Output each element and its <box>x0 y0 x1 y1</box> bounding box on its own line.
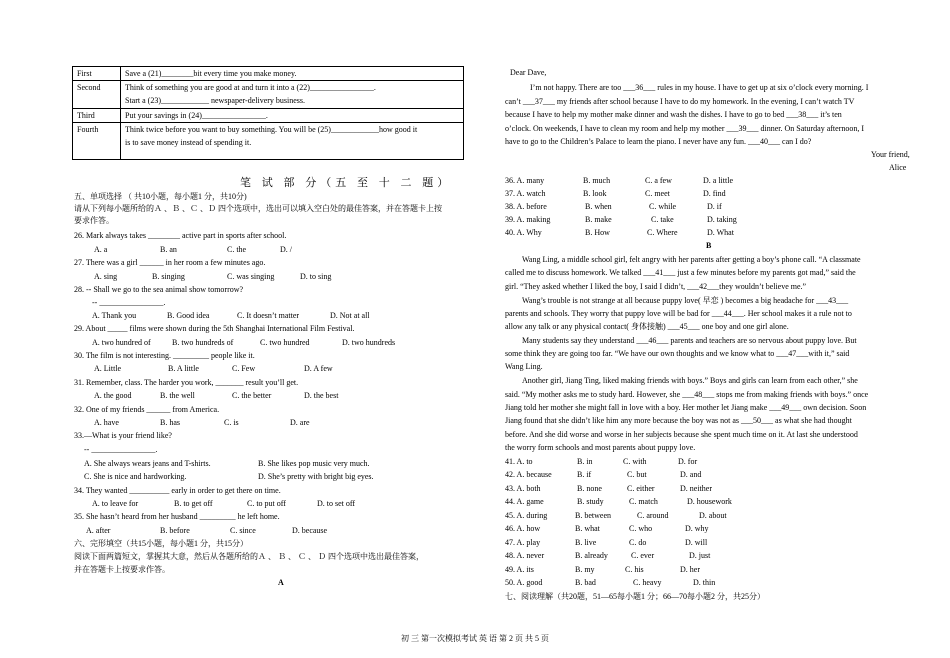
section-title: 笔 试 部 分（五 至 十 二 题） <box>240 177 453 189</box>
letter-line: have to go to the Children’s Palace to learn the piano. I never have any fun. ___40___ can I do? <box>505 137 812 146</box>
option: B. has <box>160 418 180 427</box>
table-line: Think twice before you want to buy something. You will be (25)____________how good it <box>125 124 418 134</box>
table-row <box>73 108 464 122</box>
option: C. match <box>629 497 658 506</box>
option: B. what <box>575 524 600 533</box>
option: C. who <box>629 524 653 533</box>
option: B. much <box>583 176 611 185</box>
option: B. already <box>575 551 608 560</box>
option: C. a few <box>645 176 672 185</box>
passage-line: called me to discuss homework. We talked ___41___ just a few minutes before my parents got mad,” said the <box>505 268 856 277</box>
option: D. about <box>699 511 727 520</box>
option: C. ever <box>631 551 655 560</box>
option: 38. A. before <box>505 202 547 211</box>
option: B. two hundreds of <box>172 338 234 347</box>
option: B. in <box>577 457 593 466</box>
question-35: 35. She hasn’t heard from her husband _________ he left home. <box>74 512 280 521</box>
letter-greeting: Dear Dave, <box>510 68 547 77</box>
option: C. but <box>627 470 647 479</box>
letter-line: I’m not happy. There are too ___36___ rules in my house. I have to get up at six o’clock every morning. I <box>530 83 869 92</box>
option: C. She is nice and hardworking. <box>84 472 187 481</box>
table-cell-value <box>121 81 464 108</box>
passage-line: Many students say they understand ___46___ parents and teachers are so nervous about puppy love. But <box>522 336 857 345</box>
option: A. sing <box>94 272 118 281</box>
option: A. after <box>86 526 111 535</box>
option: A. have <box>94 418 119 427</box>
option: D. and <box>680 470 702 479</box>
option: C. heavy <box>633 578 662 587</box>
option: D. a little <box>703 176 733 185</box>
option: B. bad <box>575 578 596 587</box>
option: B. How <box>585 228 610 237</box>
option: 41. A. to <box>505 457 533 466</box>
option: 43. A. both <box>505 484 541 493</box>
table-line: Think of something you are good at and turn it into a (22)________________. <box>125 83 376 93</box>
section-6-instruction: 阅读下面两篇短文，掌握其大意，然后从各题所给的Ａ 、 Ｂ 、 Ｃ 、 Ｄ 四个选项中选出最佳答案， <box>74 552 424 561</box>
option: D. the best <box>304 391 339 400</box>
option: D. to sing <box>300 272 332 281</box>
question-33: 33.—What is your friend like? <box>74 431 172 440</box>
table-cell-key: Fourth <box>73 122 121 159</box>
option: B. between <box>575 511 611 520</box>
option: D. to set off <box>317 499 356 508</box>
section-5-instruction: 请从下列每小题所给的Ａ 、Ｂ 、Ｃ 、Ｄ 四个选项中，选出可以填入空白处的最佳答案，并在答题卡上按 <box>74 204 442 213</box>
passage-line: girl. “They asked whether I liked the boy, I said I didn’t, ___42___they wouldn’t believe me.” <box>505 282 807 291</box>
option: C. two hundred <box>260 338 310 347</box>
option: B. before <box>160 526 190 535</box>
option: D. just <box>689 551 711 560</box>
table-line: is to save money instead of spending it. <box>125 137 252 147</box>
option: B. Good idea <box>167 311 210 320</box>
option: B. an <box>160 245 177 254</box>
option: D. neither <box>680 484 712 493</box>
table-line: Put your savings in (24)________________. <box>125 110 268 120</box>
letter-line: because I have to help my mother make dinner and wash the dishes. I have to go to bed ___38___ it’s ten <box>505 110 842 119</box>
option: 37. A. watch <box>505 189 546 198</box>
option: B. the well <box>160 391 195 400</box>
table-line: Save a (21)________bit every time you make money. <box>125 69 297 78</box>
question-31: 31. Remember, class. The harder you work, _______ result you’ll get. <box>74 378 299 387</box>
passage-line: Wang Ling, a middle school girl, felt angry with her parents after getting a boy’s phone call. “A classmate <box>522 255 861 264</box>
option: B. A little <box>168 364 199 373</box>
option: D. taking <box>707 215 737 224</box>
section-7-heading: 七、阅读理解（共20题，51—65每小题1 分；66—70每小题2 分，共25分） <box>505 592 765 601</box>
question-28: 28. -- Shall we go to the sea animal show tomorrow? <box>74 285 244 294</box>
option: C. while <box>649 202 677 211</box>
letter-line: o’clock. On weekends, I have to clean my room and help my mother ___39___ dinner. On Saturday afternoon, I <box>505 124 865 133</box>
option: B. if <box>577 470 592 479</box>
page-footer: 初 三 第一次模拟考试 英 语 第 2 页 共 5 页 <box>401 634 549 643</box>
option: D. for <box>678 457 698 466</box>
table-cell-key: Second <box>73 81 121 108</box>
option: A. two hundred of <box>92 338 151 347</box>
option: A. Little <box>94 364 122 373</box>
section-6-instruction: 并在答题卡上按要求作答。 <box>74 565 170 574</box>
option: B. to get off <box>174 499 213 508</box>
option: C. is <box>224 418 239 427</box>
option: C. his <box>625 565 644 574</box>
question-26: 26. Mark always takes ________ active part in sports after school. <box>74 231 287 240</box>
option: D. / <box>280 245 292 254</box>
option: B. She likes pop music very much. <box>258 459 370 468</box>
table-cell-key: First <box>73 67 121 81</box>
passage-b-label: B <box>706 241 712 250</box>
question-30: 30. The film is not interesting. _________ people like it. <box>74 351 255 360</box>
passage-line: some think they are going too far. “We have our own thoughts and we know what to ___47___with it,” said <box>505 349 850 358</box>
option: C. the better <box>232 391 272 400</box>
option: 40. A. Why <box>505 228 542 237</box>
option: 49. A. its <box>505 565 534 574</box>
table-cell-value <box>121 67 464 81</box>
option: B. when <box>585 202 612 211</box>
letter-closing: Your friend, <box>871 150 910 159</box>
option: C. the <box>227 245 247 254</box>
option: C. It doesn’t matter <box>237 311 300 320</box>
table-cell-value <box>121 122 464 159</box>
letter-line: can’t ___37___ my friends after school because I have to do my homework. In the evening, I can’t watch TV <box>505 97 855 106</box>
passage-line: Another girl, Jiang Ting, liked making friends with boys.” Boys and girls can learn from each other,” she <box>522 376 858 385</box>
passage-line: before. And she did worse and worse in her subjects because she spent much time on it. At last she understood <box>505 430 858 439</box>
option: D. She’s pretty with bright big eyes. <box>258 472 374 481</box>
option: A. She always wears jeans and T-shirts. <box>84 459 211 468</box>
option: B. study <box>577 497 604 506</box>
table-row <box>73 67 464 81</box>
option: D. thin <box>693 578 716 587</box>
table-line: Start a (23)____________ newspaper-delivery business. <box>125 96 306 106</box>
savings-table <box>72 66 464 160</box>
option: D. her <box>680 565 700 574</box>
option: C. take <box>651 215 674 224</box>
option: B. look <box>583 189 607 198</box>
passage-line: parents and schools. They worry that puppy love will be bad for ___44___. Her school makes it a rule not to <box>505 309 852 318</box>
option: 48. A. never <box>505 551 545 560</box>
passage-line: Wang Ling. <box>505 362 543 371</box>
option: C. do <box>629 538 647 547</box>
option: D. A few <box>304 364 333 373</box>
option: B. singing <box>152 272 185 281</box>
option: 39. A. making <box>505 215 551 224</box>
option: B. live <box>575 538 597 547</box>
option: C. was singing <box>227 272 275 281</box>
option: D. because <box>292 526 328 535</box>
passage-line: allow any talk or any physical contact( 身体接触) ___45___ one boy and one girl alone. <box>505 322 789 331</box>
option: 36. A. many <box>505 176 545 185</box>
option: 44. A. game <box>505 497 544 506</box>
passage-a-label: A <box>278 578 284 587</box>
option: B. my <box>575 565 595 574</box>
option: B. make <box>585 215 612 224</box>
option: 42. A. because <box>505 470 552 479</box>
passage-line: Jiang found that she didn’t like him any more because the boy was not as ___50___ as what she had thought <box>505 416 852 425</box>
passage-line: the worry form schools and most parents about puppy love. <box>505 443 696 452</box>
letter-signature: Alice <box>889 163 907 172</box>
question-29: 29. About _____ films were shown during the 5th Shanghai International Film Festival. <box>74 324 355 333</box>
option: 45. A. during <box>505 511 548 520</box>
table-cell-key: Third <box>73 108 121 122</box>
option: C. to put off <box>247 499 286 508</box>
option: C. Few <box>232 364 256 373</box>
option: C. Where <box>647 228 678 237</box>
option: C. with <box>623 457 647 466</box>
option: C. meet <box>645 189 670 198</box>
passage-line: Jiang told her mother she might fall in love with a boy. Her mother let Jiang make ___49___ own decision. Soon <box>505 403 867 412</box>
section-6-heading: 六、完形填空（共15小题，每小题1 分，共15分） <box>74 539 248 548</box>
passage-line: Wang’s trouble is not strange at all because puppy love( 早恋 ) becomes a big headache for ___43___ <box>522 296 849 305</box>
option: D. housework <box>687 497 732 506</box>
option: 47. A. play <box>505 538 541 547</box>
table-cell-value <box>121 108 464 122</box>
option: A. a <box>94 245 108 254</box>
option: C. since <box>230 526 256 535</box>
option: D. find <box>703 189 726 198</box>
passage-line: said. “My mother asks me to study hard. However, she ___48___ stops me from making friends with boys.” once <box>505 390 869 399</box>
option: B. none <box>577 484 602 493</box>
option: D. will <box>685 538 708 547</box>
option: A. the good <box>94 391 132 400</box>
table-row <box>73 81 464 108</box>
option: C. around <box>637 511 669 520</box>
option: A. to leave for <box>92 499 139 508</box>
question-34: 34. They wanted __________ early in order to get there on time. <box>74 486 281 495</box>
option: D. are <box>290 418 310 427</box>
option: 46. A. how <box>505 524 541 533</box>
section-5-instruction: 要求作答。 <box>74 216 114 225</box>
question-28-reply: -- ________________. <box>92 298 166 307</box>
option: D. why <box>685 524 709 533</box>
option: D. Not at all <box>330 311 370 320</box>
option: D. if <box>707 202 722 211</box>
option: 50. A. good <box>505 578 543 587</box>
question-33-reply: -- ________________. <box>84 445 158 454</box>
option: D. What <box>707 228 734 237</box>
table-row <box>73 122 464 159</box>
question-27: 27. There was a girl ______ in her room a few minutes ago. <box>74 258 266 267</box>
option: C. either <box>627 484 655 493</box>
option: A. Thank you <box>92 311 137 320</box>
question-32: 32. One of my friends ______ from America. <box>74 405 220 414</box>
section-5-heading: 五、单项选择 （ 共10小题，每小题1 分，共10分) <box>74 192 247 201</box>
option: D. two hundreds <box>342 338 396 347</box>
